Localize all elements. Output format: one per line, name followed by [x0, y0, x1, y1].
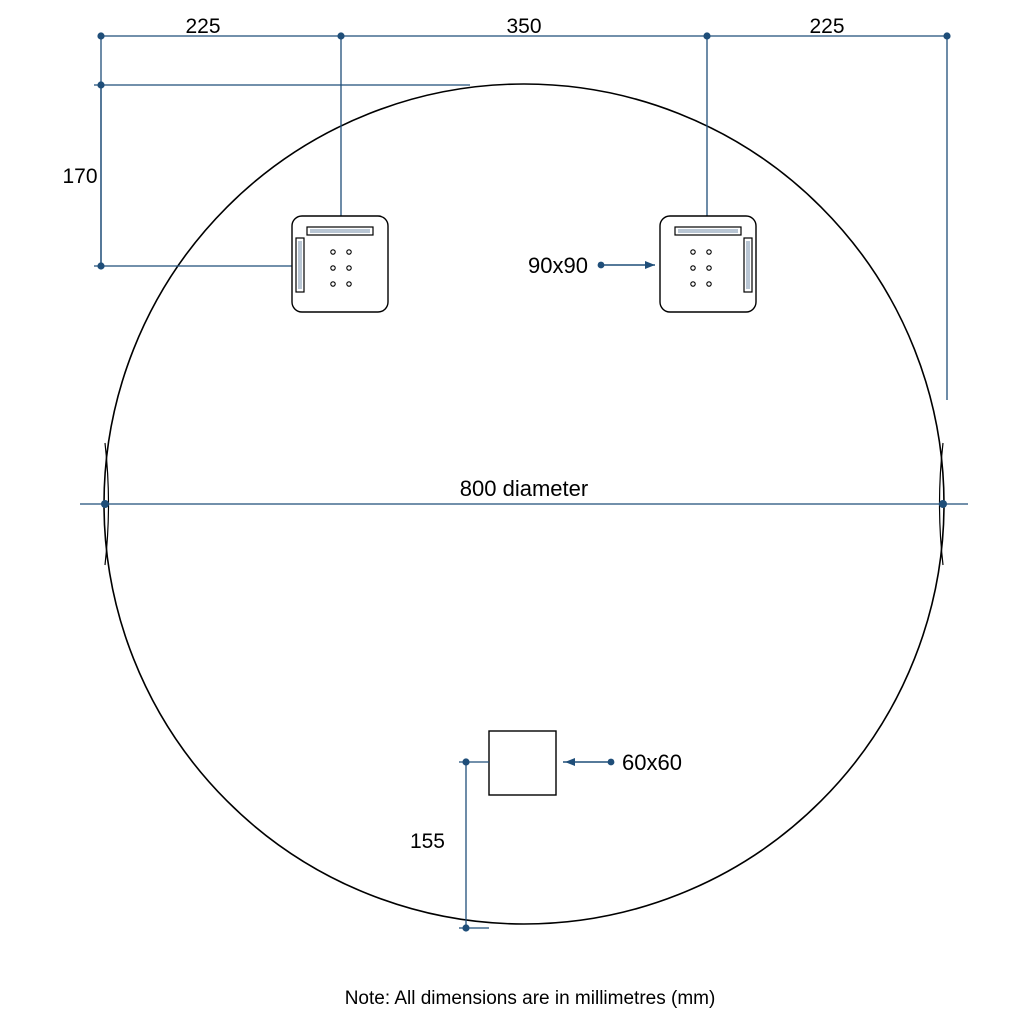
- dim-label-155: 155: [409, 830, 445, 853]
- bracket-size-leader: [598, 261, 655, 269]
- right-bracket-top-slot-fill: [678, 229, 738, 233]
- bottom-plate: [489, 731, 556, 795]
- dim-label-170: 170: [62, 165, 98, 188]
- dim-label-diameter: 800 diameter: [459, 476, 589, 501]
- plate-size-leader: [563, 758, 614, 766]
- left-bracket-top-slot-fill: [310, 229, 370, 233]
- left-bracket: [292, 216, 388, 312]
- dim-label-60x60: 60x60: [622, 750, 682, 775]
- bottom-plate-square: [489, 731, 556, 795]
- dim-label-225-right: 225: [809, 15, 845, 38]
- top-dimension-chain: [101, 36, 947, 400]
- left-bracket-side-slot-fill: [298, 241, 302, 289]
- bottom-vertical-dimension: [459, 762, 489, 928]
- left-vertical-dimension: [94, 85, 470, 266]
- units-note: Note: All dimensions are in millimetres (mm): [344, 988, 716, 1009]
- dim-label-225-left: 225: [185, 15, 221, 38]
- dim-label-90x90: 90x90: [528, 253, 588, 278]
- dim-label-350: 350: [506, 15, 542, 38]
- right-bracket: [660, 216, 756, 312]
- right-bracket-side-slot-fill: [746, 241, 750, 289]
